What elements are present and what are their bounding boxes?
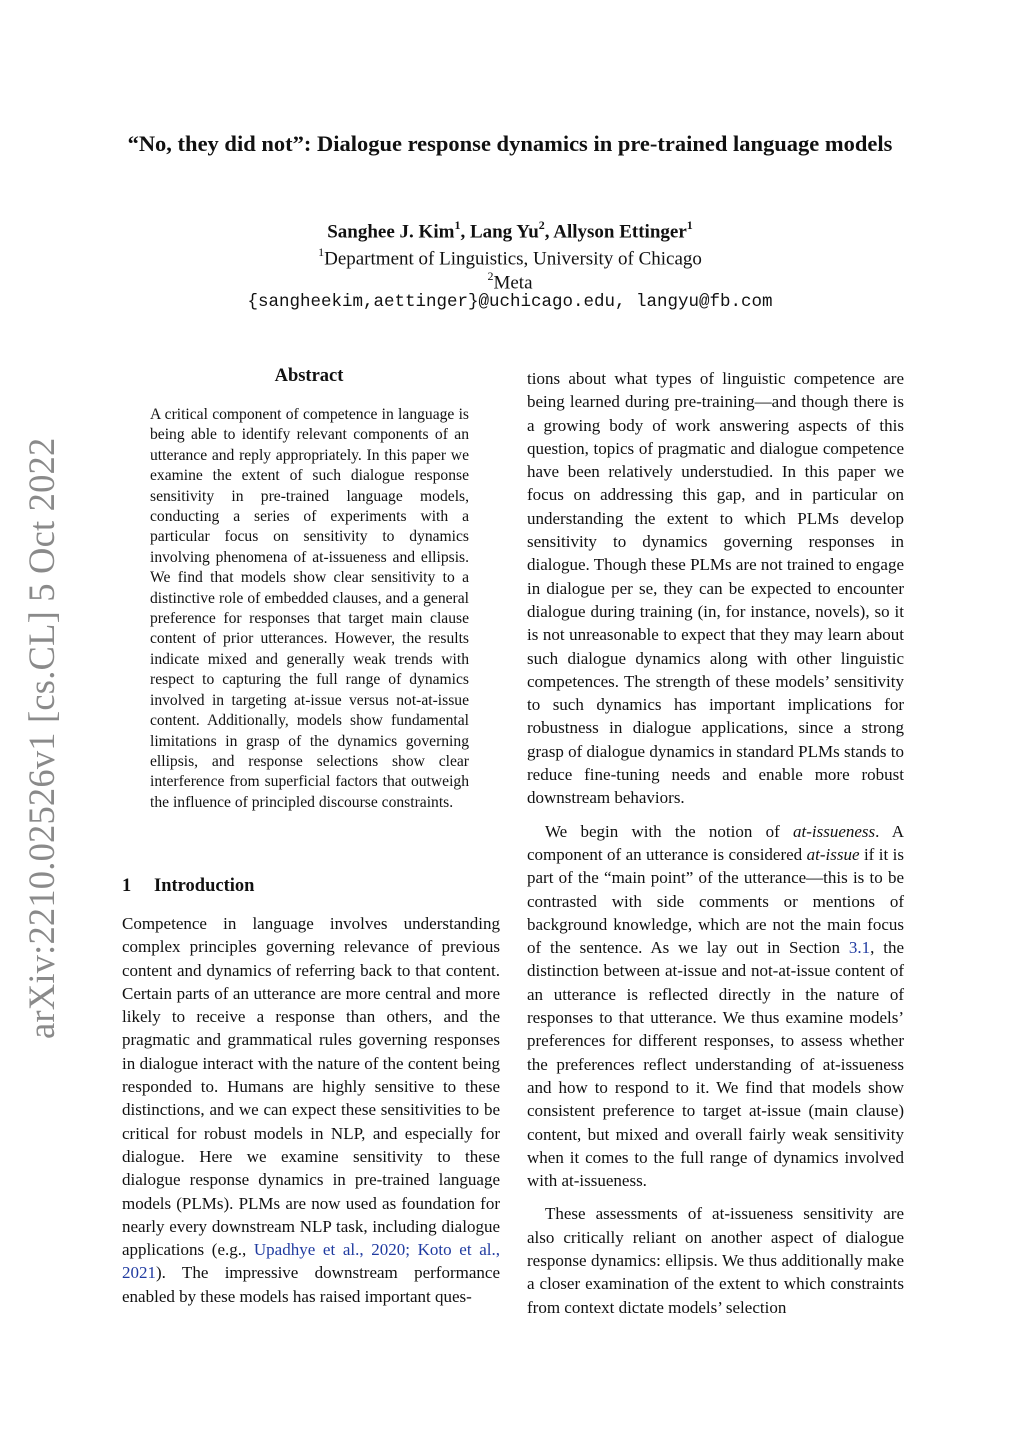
author-separator: , bbox=[460, 221, 470, 243]
section-number: 1 bbox=[122, 876, 132, 896]
text-run: These assessments of at-issueness sensitivity are also critically reliant on another aspect of dialogue response dynamics: ellipsis. We thus additionally make a closer examination of the extent to which constraints from context dictate models’ selection bbox=[527, 1204, 904, 1317]
paper-title: “No, they did not”: Dialogue response dynamics in pre-trained language models bbox=[127, 131, 893, 156]
abstract-heading: Abstract bbox=[274, 366, 344, 386]
emphasis: at-issue bbox=[806, 844, 860, 864]
affiliation-text: Meta bbox=[493, 272, 533, 294]
intro-paragraph-1-start bbox=[122, 912, 500, 1308]
author-name: Allyson Ettinger bbox=[553, 221, 687, 243]
author-name: Lang Yu bbox=[469, 221, 539, 243]
paragraph-continuation bbox=[527, 367, 904, 810]
section-heading-introduction bbox=[122, 876, 254, 897]
text-run: tions about what types of linguistic competence are being learned during pre-training—and though there is a growing body of work answering aspects of this question, topics of pragmatic and dialogue competence have been relatively understudied. In this paper we focus on addressing this gap, and in particular on understanding the extent to which PLMs develop sensitivity to dynamics governing responses in dialogue. Though these PLMs are not trained to engage in dialogue per se, they can be expected to encounter dialogue during training (in, for instance, novels), so it is not unreasonable to expect that they may learn about such dialogue dynamics along with other linguistic competences. The strength of these models’ sensitivity to such dynamics has important implications for robustness in dialogue applications, since a strong grasp of dialogue dynamics in standard PLMs stands to reduce fine-tuning needs and enable more robust downstream behaviors. bbox=[527, 369, 904, 808]
author-affiliation-marker: 1 bbox=[686, 218, 693, 232]
affiliation-text: Department of Linguistics, University of Chicago bbox=[324, 248, 702, 270]
citation-link[interactable]: Upadhye et al., 2020; Koto et al., 2021 bbox=[122, 1240, 500, 1283]
text-run: . A component of an utterance is considered bbox=[527, 821, 904, 864]
emphasis: at-issueness bbox=[793, 821, 876, 841]
paragraph bbox=[122, 912, 500, 1308]
arxiv-identifier: arXiv:2210.02526v1 [cs.CL] 5 Oct 2022 bbox=[21, 437, 62, 1039]
affiliation-marker: 2 bbox=[487, 269, 494, 283]
paragraph bbox=[527, 1202, 904, 1318]
text-run: if it is part of the “main point” of the utterance—this is to be contrasted with side comments or mentions of background knowledge, which are not the main focus of the sentence. As we lay out in Section bbox=[527, 844, 904, 958]
paragraph bbox=[527, 820, 904, 1193]
author-affiliation-marker: 1 bbox=[454, 218, 461, 232]
author-affiliation-marker: 2 bbox=[538, 218, 545, 232]
text-run: We begin with the notion of bbox=[545, 821, 793, 841]
text-run: ). The impressive downstream performance enabled by these models has raised important ques- bbox=[122, 1263, 500, 1306]
author-name: Sanghee J. Kim bbox=[327, 221, 455, 243]
section-title: Introduction bbox=[154, 876, 255, 896]
abstract-body: A critical component of competence in language is being able to identify relevant components of an utterance and reply appropriately. In this paper we examine the extent of such dialogue response sensitivity in pre-trained language models, conducting a series of experiments with a particular focus on sensitivity to dynamics involving phenomena of at-issueness and ellipsis. We find that models show clear sensitivity to a distinctive role of embedded clauses, and a general preference for responses that target main clause content of prior utterances. However, the results indicate mixed and generally weak trends with respect to capturing the full range of dynamics involved in targeting at-issue versus not-at-issue content. Additionally, models show fundamental limitations in grasp of the dynamics governing ellipsis, and response selections show clear interference from superficial factors that outweigh the influence of principled discourse constraints. bbox=[150, 406, 469, 811]
right-column bbox=[527, 367, 904, 1319]
text-run: , the distinction between at-issue and not-at-issue content of an utterance is reflected directly in the nature of responses to that utterance. We thus examine models’ preferences for different responses, to assess whether the preferences reflect understanding of at-issueness and how to respond to it. We find that models show consistent preference to target at-issue (main clause) content, but mixed and overall fairly weak sensitivity when it comes to the full range of dynamics involved with at-issueness. bbox=[527, 938, 904, 1191]
author-emails: {sangheekim,aettinger}@uchicago.edu, langyu@fb.com bbox=[247, 292, 773, 312]
text-run: Competence in language involves understanding complex principles governing relevance of previous content and dynamics of referring back to that content. Certain parts of an utterance are more central and more likely to receive a response than others, and the pragmatic and grammatical rules governing responses in dialogue interact with the nature of the content being responded to. Humans are highly sensitive to these distinctions, and we can expect these sensitivities to be critical for robust models in NLP, and especially for dialogue. Here we examine sensitivity to these dialogue response dynamics in pre-trained language models (PLMs). PLMs are now used as foundation for nearly every downstream NLP task, including dialogue applications (e.g., bbox=[122, 914, 500, 1260]
section-reference-link[interactable]: 3.1 bbox=[848, 938, 871, 958]
affiliation-marker: 1 bbox=[318, 245, 325, 259]
author-separator: , bbox=[544, 221, 554, 243]
